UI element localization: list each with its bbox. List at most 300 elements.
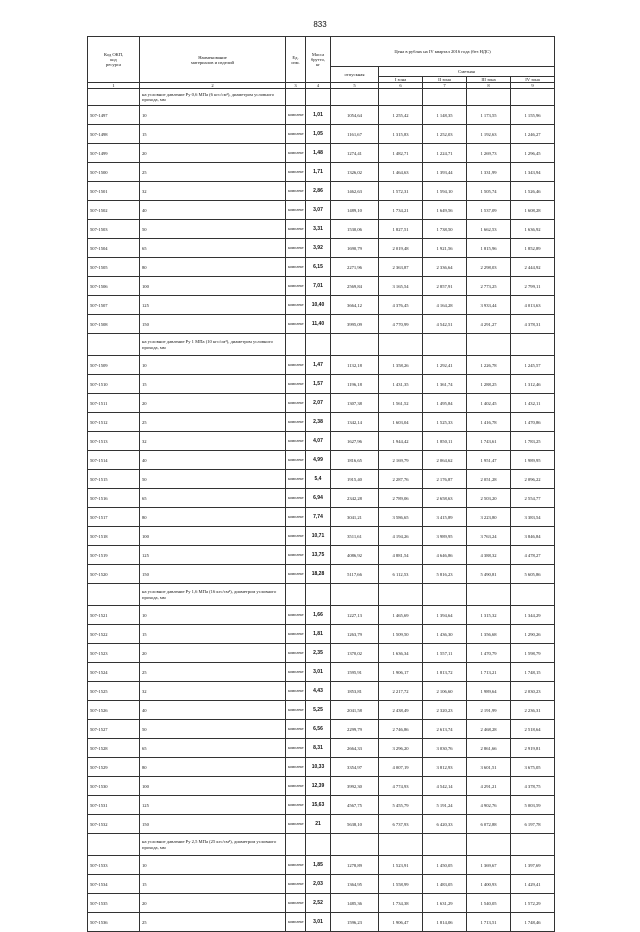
zone-1-price: 1 315,83 (379, 125, 423, 144)
zone-3-price: 1 713,51 (467, 913, 511, 932)
zone-4-price: 1 852,89 (511, 239, 555, 258)
table-body (88, 89, 555, 932)
zone-3-price: 4 902,76 (467, 796, 511, 815)
table-row (88, 394, 555, 413)
zone-1-price: 4 774,93 (379, 777, 423, 796)
unit-cell: комплект (286, 856, 306, 875)
section-header-row (88, 334, 555, 356)
section-header-row (88, 834, 555, 856)
zone-1-price: 1 906,47 (379, 913, 423, 932)
zone-1-price: 1 827,51 (379, 220, 423, 239)
item-name: 150 (140, 565, 286, 584)
resource-code: 507-1501 (88, 182, 140, 201)
wholesale-price: 3041,21 (331, 508, 379, 527)
zone-3-price: 3 933,44 (467, 296, 511, 315)
wholesale-price: 1132,18 (331, 356, 379, 375)
mass-cell: 1,81 (306, 625, 331, 644)
zone-1-price: 2 217,72 (379, 682, 423, 701)
table-row (88, 796, 555, 815)
zone-3-price: 1 369,67 (467, 856, 511, 875)
zone-4-price: 1 245,57 (511, 356, 555, 375)
wholesale-price: 1530,06 (331, 220, 379, 239)
wholesale-price: 4567,75 (331, 796, 379, 815)
zone-4-price: 3 383,54 (511, 508, 555, 527)
wholesale-price: 2041,58 (331, 701, 379, 720)
unit-cell: комплект (286, 296, 306, 315)
resource-code: 507-1528 (88, 739, 140, 758)
mass-cell: 6,94 (306, 489, 331, 508)
unit-cell: комплект (286, 758, 306, 777)
mass-cell: 12,39 (306, 777, 331, 796)
zone-2-price: 1 525,33 (423, 413, 467, 432)
zone-4-price: 2 236,31 (511, 701, 555, 720)
zone-2-price: 1 631,29 (423, 894, 467, 913)
resource-code: 507-1534 (88, 875, 140, 894)
zone-2-price: 2 320,23 (423, 701, 467, 720)
zone-1-price: 1 523,91 (379, 856, 423, 875)
item-name: 65 (140, 739, 286, 758)
unit-cell: комплект (286, 182, 306, 201)
table-row (88, 777, 555, 796)
unit-cell: комплект (286, 913, 306, 932)
table-row (88, 894, 555, 913)
zone-2-price: 1 594,10 (423, 182, 467, 201)
zone-1-price: 5 455,79 (379, 796, 423, 815)
zone-4-price: 1 343,94 (511, 163, 555, 182)
table-row (88, 720, 555, 739)
wholesale-price: 1853,81 (331, 682, 379, 701)
table-row (88, 277, 555, 296)
section-title: на условное давление Ру 1,6 МПа (16 кгс/см²), диаметром условного прохода, мм (140, 584, 286, 606)
zone-2-price: 1 394,64 (423, 606, 467, 625)
resource-code: 507-1521 (88, 606, 140, 625)
zone-2-price: 1 649,56 (423, 201, 467, 220)
wholesale-price: 2271,96 (331, 258, 379, 277)
zone-4-price: 2 096,22 (511, 470, 555, 489)
unit-cell: комплект (286, 875, 306, 894)
zone-2-price: 1 921,56 (423, 239, 467, 258)
item-name: 32 (140, 682, 286, 701)
zone-2-price: 1 850,11 (423, 432, 467, 451)
col-number: 9 (511, 83, 555, 89)
zone-3-price: 2 051,28 (467, 470, 511, 489)
zone-3-price: 4 291,27 (467, 315, 511, 334)
item-name: 150 (140, 815, 286, 834)
zone-3-price: 1 192,63 (467, 125, 511, 144)
header-estimate: Сметная (379, 67, 555, 77)
table-row (88, 644, 555, 663)
table-row (88, 125, 555, 144)
mass-cell: 5,25 (306, 701, 331, 720)
zone-4-price: 1 470,86 (511, 413, 555, 432)
wholesale-price: 1690,79 (331, 239, 379, 258)
item-name: 25 (140, 163, 286, 182)
zone-4-price: 1 432,11 (511, 394, 555, 413)
wholesale-price: 1816,65 (331, 451, 379, 470)
table-row (88, 201, 555, 220)
zone-1-price: 4 194,26 (379, 527, 423, 546)
unit-cell: комплект (286, 815, 306, 834)
zone-1-price: 3 586,65 (379, 508, 423, 527)
zone-1-price: 4 881,54 (379, 546, 423, 565)
zone-3-price: 5 490,81 (467, 565, 511, 584)
zone-2-price: 5 191,24 (423, 796, 467, 815)
zone-4-price: 1 312,46 (511, 375, 555, 394)
resource-code: 507-1503 (88, 220, 140, 239)
table-row (88, 182, 555, 201)
zone-2-price: 1 361,74 (423, 375, 467, 394)
table-row (88, 527, 555, 546)
unit-cell: комплект (286, 489, 306, 508)
unit-cell: комплект (286, 663, 306, 682)
zone-3-price: 2 503,20 (467, 489, 511, 508)
header-unit: Ед. изм. (286, 37, 306, 83)
zone-1-price: 4 770,99 (379, 315, 423, 334)
wholesale-price: 1263,79 (331, 625, 379, 644)
wholesale-price: 3995,09 (331, 315, 379, 334)
resource-code: 507-1530 (88, 777, 140, 796)
zone-3-price: 1 331,99 (467, 163, 511, 182)
wholesale-price: 1196,18 (331, 375, 379, 394)
table-row (88, 856, 555, 875)
col-number: 2 (140, 83, 286, 89)
zone-3-price: 1 226,78 (467, 356, 511, 375)
zone-4-price: 1 296,45 (511, 144, 555, 163)
zone-2-price: 3 030,76 (423, 739, 467, 758)
zone-2-price: 3 989,95 (423, 527, 467, 546)
mass-cell: 10,71 (306, 527, 331, 546)
unit-cell: комплект (286, 201, 306, 220)
mass-cell: 4,07 (306, 432, 331, 451)
resource-code: 507-1502 (88, 201, 140, 220)
zone-4-price: 1 155,96 (511, 106, 555, 125)
zone-4-price: 1 783,25 (511, 432, 555, 451)
zone-4-price: 5 003,59 (511, 796, 555, 815)
item-name: 20 (140, 394, 286, 413)
unit-cell: комплект (286, 796, 306, 815)
item-name: 40 (140, 451, 286, 470)
zone-2-price: 1 813,72 (423, 663, 467, 682)
zone-3-price: 1 288,25 (467, 375, 511, 394)
zone-1-price: 1 734,38 (379, 894, 423, 913)
mass-cell: 6,15 (306, 258, 331, 277)
resource-code: 507-1513 (88, 432, 140, 451)
col-number: 5 (331, 83, 379, 89)
zone-1-price: 2 438,49 (379, 701, 423, 720)
zone-4-price: 2 919,81 (511, 739, 555, 758)
wholesale-price: 2664,33 (331, 739, 379, 758)
zone-4-price: 2 444,92 (511, 258, 555, 277)
unit-cell: комплект (286, 220, 306, 239)
item-name: 25 (140, 413, 286, 432)
item-name: 15 (140, 125, 286, 144)
zone-3-price: 1 470,79 (467, 644, 511, 663)
unit-cell: комплект (286, 777, 306, 796)
zone-2-price: 1 252,03 (423, 125, 467, 144)
table-row (88, 375, 555, 394)
mass-cell: 2,03 (306, 875, 331, 894)
wholesale-price: 1370,02 (331, 644, 379, 663)
resource-code: 507-1524 (88, 663, 140, 682)
item-name: 10 (140, 106, 286, 125)
zone-1-price: 2 363,87 (379, 258, 423, 277)
unit-cell: комплект (286, 565, 306, 584)
zone-1-price: 1 464,63 (379, 163, 423, 182)
table-row (88, 913, 555, 932)
zone-1-price: 2 019,48 (379, 239, 423, 258)
item-name: 40 (140, 201, 286, 220)
unit-cell: комплект (286, 106, 306, 125)
col-number: 8 (467, 83, 511, 89)
item-name: 100 (140, 777, 286, 796)
mass-cell: 15,63 (306, 796, 331, 815)
table-row (88, 451, 555, 470)
wholesale-price: 1485,36 (331, 894, 379, 913)
header-zone-1: I зона (379, 77, 423, 83)
mass-cell: 1,66 (306, 606, 331, 625)
item-name: 80 (140, 508, 286, 527)
col-number: 7 (423, 83, 467, 89)
table-row (88, 815, 555, 834)
zone-3-price: 4 388,32 (467, 546, 511, 565)
table-row (88, 663, 555, 682)
mass-cell: 5,4 (306, 470, 331, 489)
zone-2-price: 2 613,74 (423, 720, 467, 739)
resource-code: 507-1506 (88, 277, 140, 296)
mass-cell: 11,40 (306, 315, 331, 334)
zone-1-price: 6 112,53 (379, 565, 423, 584)
resource-code: 507-1526 (88, 701, 140, 720)
zone-2-price: 1 436,30 (423, 625, 467, 644)
zone-3-price: 2 773,25 (467, 277, 511, 296)
mass-cell: 6,56 (306, 720, 331, 739)
zone-3-price: 1 400,93 (467, 875, 511, 894)
table-row (88, 565, 555, 584)
mass-cell: 21 (306, 815, 331, 834)
resource-code: 507-1498 (88, 125, 140, 144)
table-row (88, 546, 555, 565)
zone-2-price: 1 224,71 (423, 144, 467, 163)
section-title: на условное давление Ру 0,6 МПа (6 кгс/см²), диаметром условного прохода, мм (140, 89, 286, 106)
zone-4-price: 1 608,28 (511, 201, 555, 220)
zone-1-price: 2 287,76 (379, 470, 423, 489)
zone-2-price: 4 542,14 (423, 777, 467, 796)
zone-2-price: 2 176,87 (423, 470, 467, 489)
zone-4-price: 2 518,64 (511, 720, 555, 739)
wholesale-price: 5638,10 (331, 815, 379, 834)
zone-4-price: 1 572,29 (511, 894, 555, 913)
item-name: 32 (140, 182, 286, 201)
wholesale-price: 1161,67 (331, 125, 379, 144)
resource-code: 507-1533 (88, 856, 140, 875)
wholesale-price: 1915,40 (331, 470, 379, 489)
item-name: 10 (140, 356, 286, 375)
unit-cell: комплект (286, 508, 306, 527)
wholesale-price: 1326,02 (331, 163, 379, 182)
zone-2-price: 6 420,33 (423, 815, 467, 834)
mass-cell: 10,40 (306, 296, 331, 315)
col-number: 6 (379, 83, 423, 89)
zone-4-price: 1 429,41 (511, 875, 555, 894)
zone-3-price: 1 540,05 (467, 894, 511, 913)
mass-cell: 1,85 (306, 856, 331, 875)
mass-cell: 3,92 (306, 239, 331, 258)
item-name: 20 (140, 144, 286, 163)
zone-3-price: 1 356,68 (467, 625, 511, 644)
mass-cell: 10,33 (306, 758, 331, 777)
resource-code: 507-1532 (88, 815, 140, 834)
mass-cell: 1,48 (306, 144, 331, 163)
table-row (88, 701, 555, 720)
zone-2-price: 2 064,62 (423, 451, 467, 470)
zone-3-price: 1 315,32 (467, 606, 511, 625)
item-name: 25 (140, 913, 286, 932)
header-zone-3: III зона (467, 77, 511, 83)
zone-4-price: 5 605,86 (511, 565, 555, 584)
wholesale-price: 4086,92 (331, 546, 379, 565)
unit-cell: комплект (286, 470, 306, 489)
table-row (88, 296, 555, 315)
item-name: 100 (140, 277, 286, 296)
zone-1-price: 1 906,17 (379, 663, 423, 682)
unit-cell: комплект (286, 394, 306, 413)
table-row (88, 875, 555, 894)
zone-2-price: 2 106,60 (423, 682, 467, 701)
zone-3-price: 2 468,28 (467, 720, 511, 739)
section-title: на условное давление Ру 2,5 МПа (25 кгс/см²), диаметром условного прохода, мм (140, 834, 286, 856)
item-name: 50 (140, 470, 286, 489)
zone-1-price: 1 636,34 (379, 644, 423, 663)
wholesale-price: 1364,95 (331, 875, 379, 894)
item-name: 65 (140, 489, 286, 508)
unit-cell: комплект (286, 356, 306, 375)
unit-cell: комплект (286, 546, 306, 565)
unit-cell: комплект (286, 258, 306, 277)
header-name: Наименование материалов и изделий (140, 37, 286, 83)
zone-3-price: 1 269,73 (467, 144, 511, 163)
header-zone-4: IV зона (511, 77, 555, 83)
zone-1-price: 1 561,52 (379, 394, 423, 413)
zone-4-price: 1 748,46 (511, 913, 555, 932)
zone-4-price: 2 799,11 (511, 277, 555, 296)
resource-code: 507-1518 (88, 527, 140, 546)
item-name: 65 (140, 239, 286, 258)
table-row (88, 625, 555, 644)
zone-3-price: 1 537,09 (467, 201, 511, 220)
wholesale-price: 1342,14 (331, 413, 379, 432)
header-wholesale: отпускная (331, 67, 379, 83)
zone-4-price: 4 013,63 (511, 296, 555, 315)
item-name: 50 (140, 720, 286, 739)
zone-4-price: 1 636,92 (511, 220, 555, 239)
zone-4-price: 4 378,75 (511, 777, 555, 796)
section-title: на условное давление Ру 1 МПа (10 кгс/см²), диаметром условного прохода, мм (140, 334, 286, 356)
table-row (88, 356, 555, 375)
zone-2-price: 1 483,05 (423, 875, 467, 894)
table-row (88, 470, 555, 489)
resource-code: 507-1517 (88, 508, 140, 527)
table-row (88, 758, 555, 777)
zone-1-price: 2 169,79 (379, 451, 423, 470)
zone-1-price: 3 296,20 (379, 739, 423, 758)
zone-1-price: 1 558,99 (379, 875, 423, 894)
zone-1-price: 3 165,54 (379, 277, 423, 296)
zone-3-price: 2 298,03 (467, 258, 511, 277)
mass-cell: 2,52 (306, 894, 331, 913)
item-name: 20 (140, 644, 286, 663)
zone-3-price: 1 713,21 (467, 663, 511, 682)
zone-2-price: 1 814,06 (423, 913, 467, 932)
table-row (88, 508, 555, 527)
wholesale-price: 5117,66 (331, 565, 379, 584)
mass-cell: 7,74 (306, 508, 331, 527)
item-name: 40 (140, 701, 286, 720)
resource-code: 507-1525 (88, 682, 140, 701)
resource-code: 507-1509 (88, 356, 140, 375)
mass-cell: 18,28 (306, 565, 331, 584)
price-table (87, 36, 555, 932)
wholesale-price: 1274,41 (331, 144, 379, 163)
resource-code: 507-1523 (88, 644, 140, 663)
page-number: 833 (313, 20, 327, 29)
zone-4-price: 1 246,27 (511, 125, 555, 144)
item-name: 15 (140, 875, 286, 894)
unit-cell: комплект (286, 239, 306, 258)
resource-code: 507-1499 (88, 144, 140, 163)
resource-code: 507-1508 (88, 315, 140, 334)
zone-2-price: 2 658,63 (423, 489, 467, 508)
wholesale-price: 2299,79 (331, 720, 379, 739)
zone-3-price: 1 505,74 (467, 182, 511, 201)
table-row (88, 489, 555, 508)
mass-cell: 2,07 (306, 394, 331, 413)
table-row (88, 682, 555, 701)
zone-1-price: 2 789,06 (379, 489, 423, 508)
item-name: 50 (140, 220, 286, 239)
table-row (88, 739, 555, 758)
wholesale-price: 1595,91 (331, 663, 379, 682)
zone-2-price: 1 450,05 (423, 856, 467, 875)
unit-cell: комплект (286, 144, 306, 163)
zone-3-price: 1 743,61 (467, 432, 511, 451)
table-row (88, 258, 555, 277)
zone-2-price: 1 495,84 (423, 394, 467, 413)
unit-cell: комплект (286, 739, 306, 758)
col-number: 1 (88, 83, 140, 89)
wholesale-price: 3664,12 (331, 296, 379, 315)
zone-4-price: 3 675,05 (511, 758, 555, 777)
header-code: Код ОКП, код ресурса (88, 37, 140, 83)
unit-cell: комплект (286, 682, 306, 701)
item-name: 125 (140, 796, 286, 815)
zone-3-price: 1 402,45 (467, 394, 511, 413)
mass-cell: 4,43 (306, 682, 331, 701)
resource-code: 507-1504 (88, 239, 140, 258)
zone-4-price: 6 197,78 (511, 815, 555, 834)
resource-code: 507-1531 (88, 796, 140, 815)
mass-cell: 3,01 (306, 663, 331, 682)
mass-cell: 1,01 (306, 106, 331, 125)
zone-4-price: 1 526,46 (511, 182, 555, 201)
unit-cell: комплект (286, 315, 306, 334)
table-row (88, 239, 555, 258)
unit-cell: комплект (286, 527, 306, 546)
mass-cell: 3,31 (306, 220, 331, 239)
mass-cell: 1,71 (306, 163, 331, 182)
zone-4-price: 3 846,84 (511, 527, 555, 546)
section-header-row (88, 584, 555, 606)
mass-cell: 3,01 (306, 913, 331, 932)
